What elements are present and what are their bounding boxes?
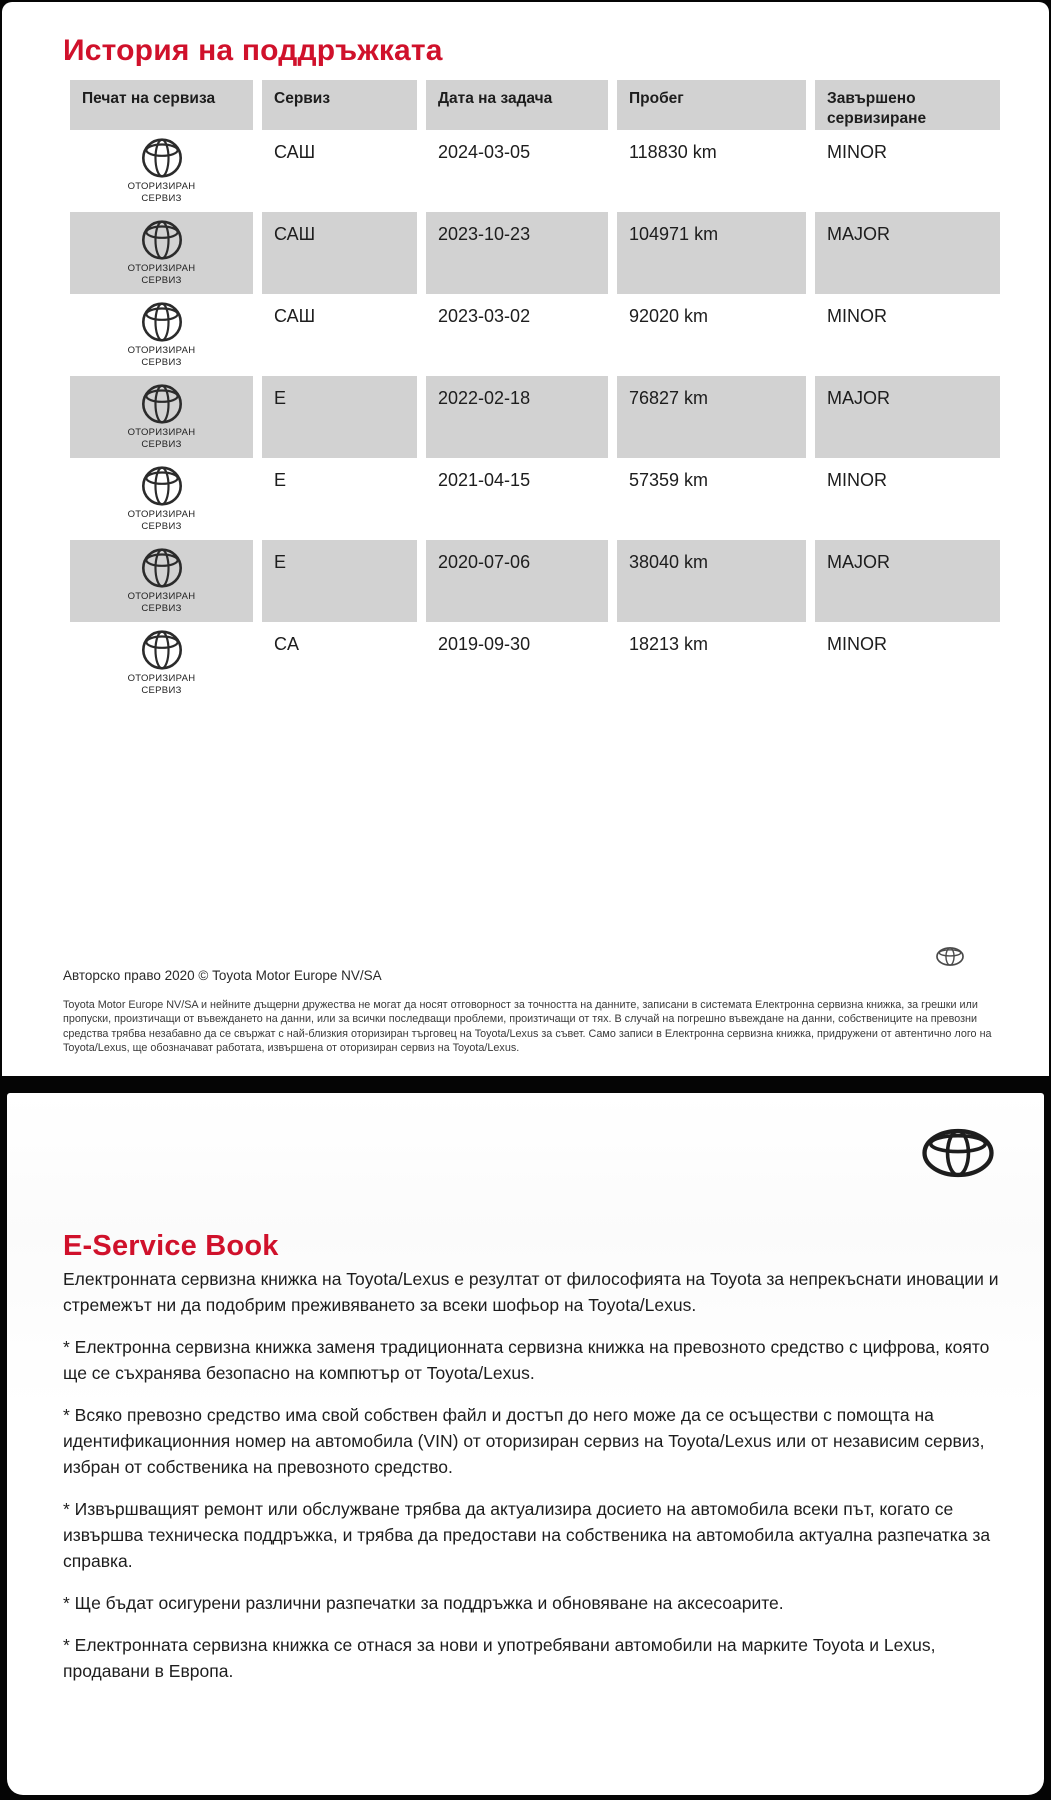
toyota-logo-icon bbox=[922, 1127, 994, 1179]
date-cell: 2021-04-15 bbox=[438, 470, 531, 490]
service-stamp-cell bbox=[70, 458, 253, 540]
stamp-label-authorized: ОТОРИЗИРАН bbox=[127, 181, 196, 192]
date-cell: 2022-02-18 bbox=[426, 376, 608, 458]
toyota-stamp-icon bbox=[139, 138, 185, 178]
service-stamp-cell bbox=[70, 294, 253, 376]
stamp-label-service: СЕРВИЗ bbox=[141, 193, 182, 205]
date-cell: 2023-10-23 bbox=[426, 212, 608, 294]
mileage-cell: 57359 km bbox=[629, 470, 709, 490]
stamp-label-service: СЕРВИЗ bbox=[141, 439, 182, 451]
page-maintenance-history bbox=[2, 2, 1049, 1076]
service-stamp-cell bbox=[70, 622, 253, 704]
stamp-label-authorized: ОТОРИЗИРАН bbox=[127, 345, 196, 356]
body-paragraph: * Електронна сервизна книжка заменя традиционната сервизна книжка на превозното средство с цифрова, която ще се съхранява безопасно на компютър от Toyota/Lexus. bbox=[63, 1337, 990, 1383]
completed-cell: MINOR bbox=[827, 306, 887, 326]
column-header-date: Дата на задача bbox=[426, 80, 608, 130]
page-e-service-book bbox=[7, 1093, 1044, 1795]
table-row bbox=[70, 458, 1000, 540]
completed-cell: MAJOR bbox=[815, 376, 1000, 458]
copyright-text: Авторско право 2020 © Toyota Motor Europe NV/SA bbox=[63, 968, 382, 983]
service-cell: E bbox=[274, 470, 287, 490]
toyota-logo-icon bbox=[936, 946, 964, 967]
stamp-label-service: СЕРВИЗ bbox=[141, 521, 182, 533]
service-cell: E bbox=[262, 376, 417, 458]
page-separator bbox=[0, 1076, 1051, 1093]
disclaimer-text: Toyota Motor Europe NV/SA и нейните дъщерни дружества не могат да носят отговорност за точността на данните, записани в системата Електронна сервизна книжка, за грешки или пропуски, произтичащи от въвеждането на данни, или за всички последващи проблеми, произтичащи от тях. В случай на погрешно въвеждане на данни, собствениците на превозни средства трябва незабавно да се свържат с най-близкия оторизиран търговец на Toyota/Lexus за съвет. Само записи в Електронна сервизна книжка, придружени от автентично лого на Toyota/Lexus, ще обозначават работата, извършена от оторизиран сервиз на Toyota/Lexus. bbox=[63, 999, 992, 1055]
stamp-label-authorized: ОТОРИЗИРАН bbox=[127, 263, 196, 274]
table-row bbox=[70, 130, 1000, 212]
toyota-stamp-icon bbox=[139, 466, 185, 506]
service-cell: CA bbox=[274, 634, 300, 654]
maintenance-history-table bbox=[70, 80, 1000, 704]
page-title: E-Service Book bbox=[63, 1230, 279, 1263]
stamp-label-service: СЕРВИЗ bbox=[141, 357, 182, 369]
table-row bbox=[70, 622, 1000, 704]
column-header-mileage: Пробег bbox=[617, 80, 806, 130]
stamp-label-service: СЕРВИЗ bbox=[141, 685, 182, 697]
mileage-cell: 92020 km bbox=[629, 306, 709, 326]
service-stamp-cell bbox=[70, 130, 253, 212]
completed-cell: MINOR bbox=[827, 470, 887, 490]
service-stamp-cell bbox=[70, 376, 253, 458]
completed-cell: MINOR bbox=[827, 142, 887, 162]
page-title: История на поддръжката bbox=[63, 34, 443, 68]
service-stamp-cell bbox=[70, 540, 253, 622]
toyota-stamp-icon bbox=[139, 384, 185, 424]
body-paragraph: Електронната сервизна книжка на Toyota/Lexus е резултат от философията на Toyota за непрекъснати иновации и стремежът ни да подобрим преживяването за всеки шофьор на Toyota/Lexus. bbox=[63, 1269, 999, 1315]
stamp-label-authorized: ОТОРИЗИРАН bbox=[127, 509, 196, 520]
stamp-label-service: СЕРВИЗ bbox=[141, 603, 182, 615]
mileage-cell: 118830 km bbox=[629, 142, 717, 162]
table-row bbox=[70, 540, 1000, 622]
date-cell: 2020-07-06 bbox=[426, 540, 608, 622]
toyota-stamp-icon bbox=[139, 630, 185, 670]
body-text bbox=[63, 1266, 1001, 1700]
stamp-label-service: СЕРВИЗ bbox=[141, 275, 182, 287]
toyota-stamp-icon bbox=[139, 220, 185, 260]
service-cell: E bbox=[262, 540, 417, 622]
service-cell: САШ bbox=[274, 306, 316, 326]
toyota-stamp-icon bbox=[139, 548, 185, 588]
date-cell: 2023-03-02 bbox=[438, 306, 531, 326]
table-row bbox=[70, 376, 1000, 458]
column-header-service: Сервиз bbox=[262, 80, 417, 130]
date-cell: 2024-03-05 bbox=[438, 142, 531, 162]
table-header-row bbox=[70, 80, 1000, 130]
body-paragraph: * Ще бъдат осигурени различни разпечатки за поддръжка и обновяване на аксесоарите. bbox=[63, 1593, 784, 1613]
mileage-cell: 38040 km bbox=[617, 540, 806, 622]
completed-cell: MAJOR bbox=[815, 212, 1000, 294]
mileage-cell: 76827 km bbox=[617, 376, 806, 458]
body-paragraph: * Извършващият ремонт или обслужване трябва да актуализира досието на автомобила всеки път, когато се извършва техническа поддръжка, и трябва да предостави на собственика на автомобила актуална разпечатка за справка. bbox=[63, 1499, 991, 1571]
table-row bbox=[70, 212, 1000, 294]
mileage-cell: 104971 km bbox=[617, 212, 806, 294]
stamp-label-authorized: ОТОРИЗИРАН bbox=[127, 427, 196, 438]
body-paragraph: * Електронната сервизна книжка се отнася за нови и употребявани автомобили на марките Toyota и Lexus, продавани в Европа. bbox=[63, 1635, 936, 1681]
service-cell: САШ bbox=[274, 142, 316, 162]
completed-cell: MINOR bbox=[827, 634, 887, 654]
stamp-label-authorized: ОТОРИЗИРАН bbox=[127, 591, 196, 602]
column-header-stamp: Печат на сервиза bbox=[70, 80, 253, 130]
service-stamp-cell bbox=[70, 212, 253, 294]
date-cell: 2019-09-30 bbox=[438, 634, 531, 654]
toyota-stamp-icon bbox=[139, 302, 185, 342]
table-body bbox=[70, 130, 1000, 704]
stamp-label-authorized: ОТОРИЗИРАН bbox=[127, 673, 196, 684]
completed-cell: MAJOR bbox=[815, 540, 1000, 622]
mileage-cell: 18213 km bbox=[629, 634, 709, 654]
column-header-completed: Завършено сервизиране bbox=[815, 80, 1000, 130]
table-row bbox=[70, 294, 1000, 376]
service-cell: САШ bbox=[262, 212, 417, 294]
body-paragraph: * Всяко превозно средство има свой собствен файл и достъп до него може да се осъществи с помощта на идентификационния номер на автомобила (VIN) от оторизиран сервиз на Toyota/Lexus или от независим сервиз, избран от собственика на превозното средство. bbox=[63, 1405, 985, 1477]
